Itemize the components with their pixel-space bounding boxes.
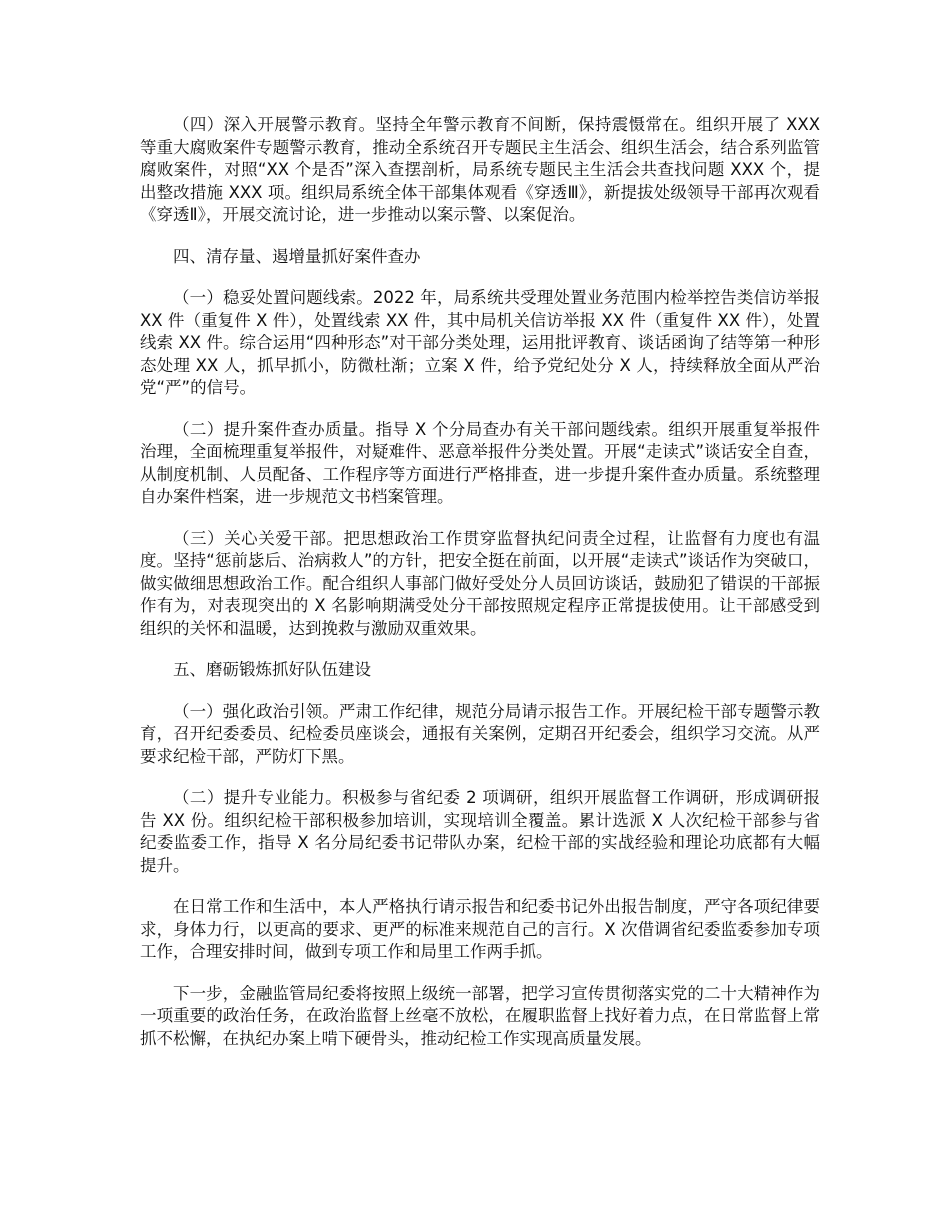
paragraph-personal-conduct: 在日常工作和生活中，本人严格执行请示报告和纪委书记外出报告制度，严守各项纪律要求，身体力行，以更高的要求、更严的标准来规范自己的言行。X 次借调省纪委监委参加专项工作，合理安排时间，做到专项工作和局里工作两手抓。: [140, 897, 820, 961]
paragraph-warning-education: （四）深入开展警示教育。坚持全年警示教育不间断，保持震慑常在。组织开展了 XXX 等重大腐败案件专题警示教育，推动全系统召开专题民主生活会、组织生活会，结合系列监管腐败案件，对照“XX 个是否”深入查摆剖析，局系统专题民主生活会共查找问题 XXX 个，提出整改措施 XXX 项。组织局系统全体干部集体观看《穿透Ⅲ》，新提拔处级领导干部再次观看《穿透Ⅱ》，开展交流讨论，进一步推动以案示警、以案促治。: [140, 115, 820, 224]
paragraph-clue-handling: （一）稳妥处置问题线索。2022 年，局系统共受理处置业务范围内检举控告类信访举报 XX 件（重复件 X 件），处置线索 XX 件，其中局机关信访举报 XX 件（重复件 XX 件），处置线索 XX 件。综合运用“四种形态”对干部分类处理，运用批评教育、谈话函询了结等第一种形态处理 XX 人，抓早抓小，防微杜渐；立案 X 件，给予党纪处分 X 人，持续释放全面从严治党“严”的信号。: [140, 288, 820, 397]
paragraph-professional-ability: （二）提升专业能力。积极参与省纪委 2 项调研，组织开展监督工作调研，形成调研报告 XX 份。组织纪检干部积极参加培训，实现培训全覆盖。累计选派 X 人次纪检干部参与省纪委监委工作，指导 X 名分局纪委书记带队办案，纪检干部的实战经验和理论功底都有大幅提升。: [140, 788, 820, 875]
section-heading-team-building: 五、磨砺锻炼抓好队伍建设: [173, 660, 371, 679]
section-heading-case-handling: 四、清存量、遏增量抓好案件查办: [173, 246, 421, 266]
paragraph-political-guidance: （一）强化政治引领。严肃工作纪律，规范分局请示报告工作。开展纪检干部专题警示教育，召开纪委委员、纪检委员座谈会，通报有关案例，定期召开纪委会，组织学习交流。从严要求纪检干部，严防灯下黑。: [140, 701, 820, 766]
paragraph-care-for-cadres: （三）关心关爱干部。把思想政治工作贯穿监督执纪问责全过程，让监督有力度也有温度。坚持“惩前毖后、治病救人”的方针，把安全挺在前面，以开展“走读式”谈话作为突破口，做实做细思想政治工作。配合组织人事部门做好受处分人员回访谈话，鼓励犯了错误的干部振作有为，对表现突出的 X 名影响期满受处分干部按照规定程序正常提拔使用。让干部感受到组织的关怀和温暖，达到挽救与激励双重效果。: [140, 528, 820, 638]
document-body: [140, 114, 820, 1069]
paragraph-next-steps: 下一步，金融监管局纪委将按照上级统一部署，把学习宣传贯彻落实党的二十大精神作为一项重要的政治任务，在政治监督上丝毫不放松，在履职监督上找好着力点，在日常监督上常抓不松懈，在执纪办案上啃下硬骨头，推动纪检工作实现高质量发展。: [140, 983, 820, 1048]
paragraph-case-quality: （二）提升案件查办质量。指导 X 个分局查办有关干部问题线索。组织开展重复举报件治理，全面梳理重复举报件，对疑难件、恶意举报件分类处置。开展“走读式”谈话安全自查，从制度机制、人员配备、工作程序等方面进行严格排查，进一步提升案件查办质量。系统整理自办案件档案，进一步规范文书档案管理。: [140, 419, 820, 506]
